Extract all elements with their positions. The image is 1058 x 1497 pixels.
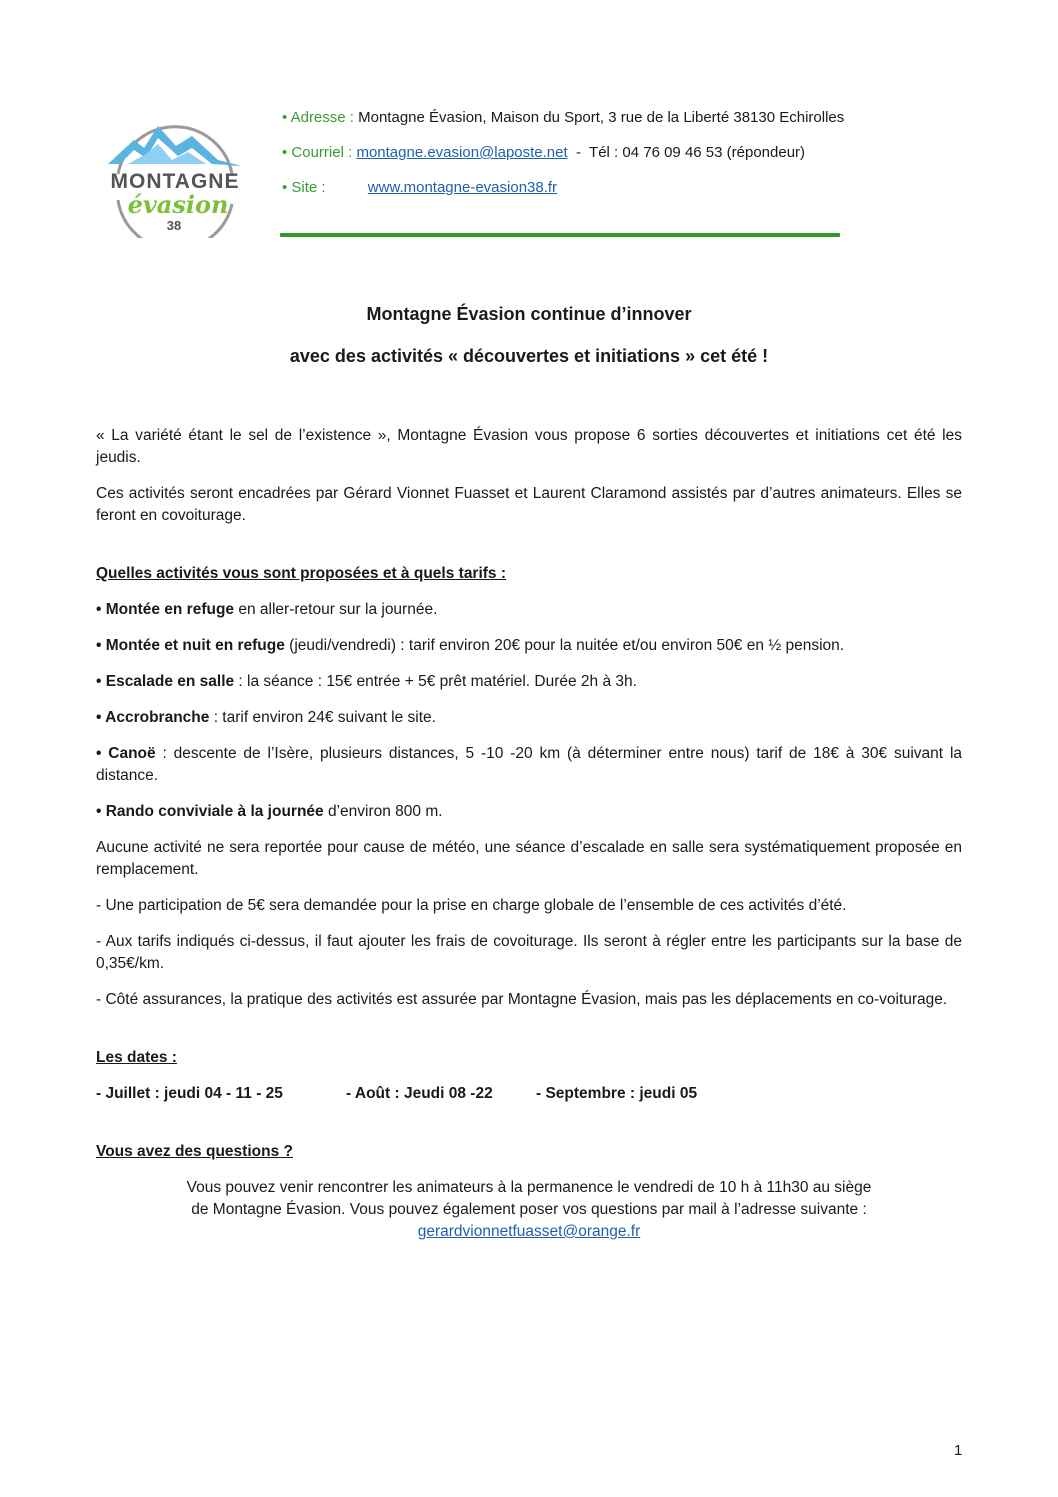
address-row — [282, 108, 844, 128]
site-row — [282, 178, 844, 198]
title-line-1: Montagne Évasion continue d’innover — [366, 304, 692, 324]
note-paragraph: - Une participation de 5€ sera demandée pour la prise en charge globale de l’ensemble de ces activités d’été. — [96, 897, 847, 914]
questions-line-1: Vous pouvez venir rencontrer les animateurs à la permanence le vendredi de 10 h à 11h30 au siège — [186, 1179, 872, 1196]
mail-label: • Courriel : — [282, 144, 353, 161]
svg-text:évasion: évasion — [127, 190, 229, 219]
dates-juillet: - Juillet : jeudi 04 - 11 - 25 — [96, 1085, 283, 1102]
questions-heading: Vous avez des questions ? — [96, 1143, 293, 1160]
header-divider — [280, 233, 840, 237]
mail-row — [282, 143, 844, 163]
activity-item: • Montée et nuit en refuge (jeudi/vendredi) : tarif environ 20€ pour la nuitée et/ou environ 50€ en ½ pension. — [96, 637, 845, 654]
dates-septembre: - Septembre : jeudi 05 — [536, 1085, 698, 1102]
title-line-2: avec des activités « découvertes et initiations » cet été ! — [289, 346, 769, 366]
activities-heading: Quelles activités vous sont proposées et à quels tarifs : — [96, 565, 507, 582]
dates-heading: Les dates : — [96, 1049, 177, 1066]
note-paragraph: Aucune activité ne sera reportée pour cause de météo, une séance d’escalade en salle sera systématiquement proposée en remplacement. — [96, 839, 962, 878]
note-paragraph: - Côté assurances, la pratique des activités est assurée par Montagne Évasion, mais pas les déplacements en co-voiturage. — [96, 991, 948, 1008]
intro-paragraph-2: Ces activités seront encadrées par Gérard Vionnet Fuasset et Laurent Claramond assistés par d’autres animateurs. Elles se feront en covoiturage. — [96, 485, 962, 524]
address-label: • Adresse : — [282, 109, 354, 126]
dates-aout: - Août : Jeudi 08 -22 — [346, 1085, 493, 1102]
contact-email-link[interactable]: gerardvionnetfuasset@orange.fr — [417, 1223, 641, 1240]
phone-value: - Tél : 04 76 09 46 53 (répondeur) — [567, 144, 806, 161]
activity-item: • Escalade en salle : la séance : 15€ entrée + 5€ prêt matériel. Durée 2h à 3h. — [96, 673, 637, 690]
mail-link[interactable]: montagne.evasion@laposte.net — [356, 144, 568, 161]
activity-item: • Accrobranche : tarif environ 24€ suivant le site. — [96, 709, 436, 726]
questions-line-2: de Montagne Évasion. Vous pouvez également poser vos questions par mail à l’adresse suivante : — [191, 1201, 867, 1218]
dates-row — [96, 1083, 962, 1105]
site-link[interactable]: www.montagne-evasion38.fr — [367, 179, 558, 196]
body-content — [96, 425, 962, 1243]
note-paragraph: - Aux tarifs indiqués ci-dessus, il faut ajouter les frais de covoiturage. Ils seront à régler entre les participants sur la base de 0,35€/km. — [96, 933, 962, 972]
svg-text:MONTAGNE: MONTAGNE — [110, 170, 240, 193]
activity-item: • Rando conviviale à la journée d’environ 800 m. — [96, 803, 443, 820]
site-label: • Site : — [282, 179, 326, 196]
activity-item: • Canoë : descente de l’Isère, plusieurs distances, 5 -10 -20 km (à déterminer entre nous) tarif de 18€ à 30€ suivant la distance. — [96, 745, 963, 784]
page-number: 1 — [954, 1442, 963, 1459]
svg-text:38: 38 — [166, 218, 182, 233]
contact-block — [282, 108, 844, 213]
intro-paragraph-1: « La variété étant le sel de l’existence », Montagne Évasion vous propose 6 sorties découvertes et initiations cet été les jeudis. — [96, 427, 962, 466]
address-value: Montagne Évasion, Maison du Sport, 3 rue de la Liberté 38130 Echirolles — [358, 109, 845, 126]
activity-item: • Montée en refuge en aller-retour sur la journée. — [96, 601, 438, 618]
montagne-evasion-logo — [100, 108, 250, 238]
